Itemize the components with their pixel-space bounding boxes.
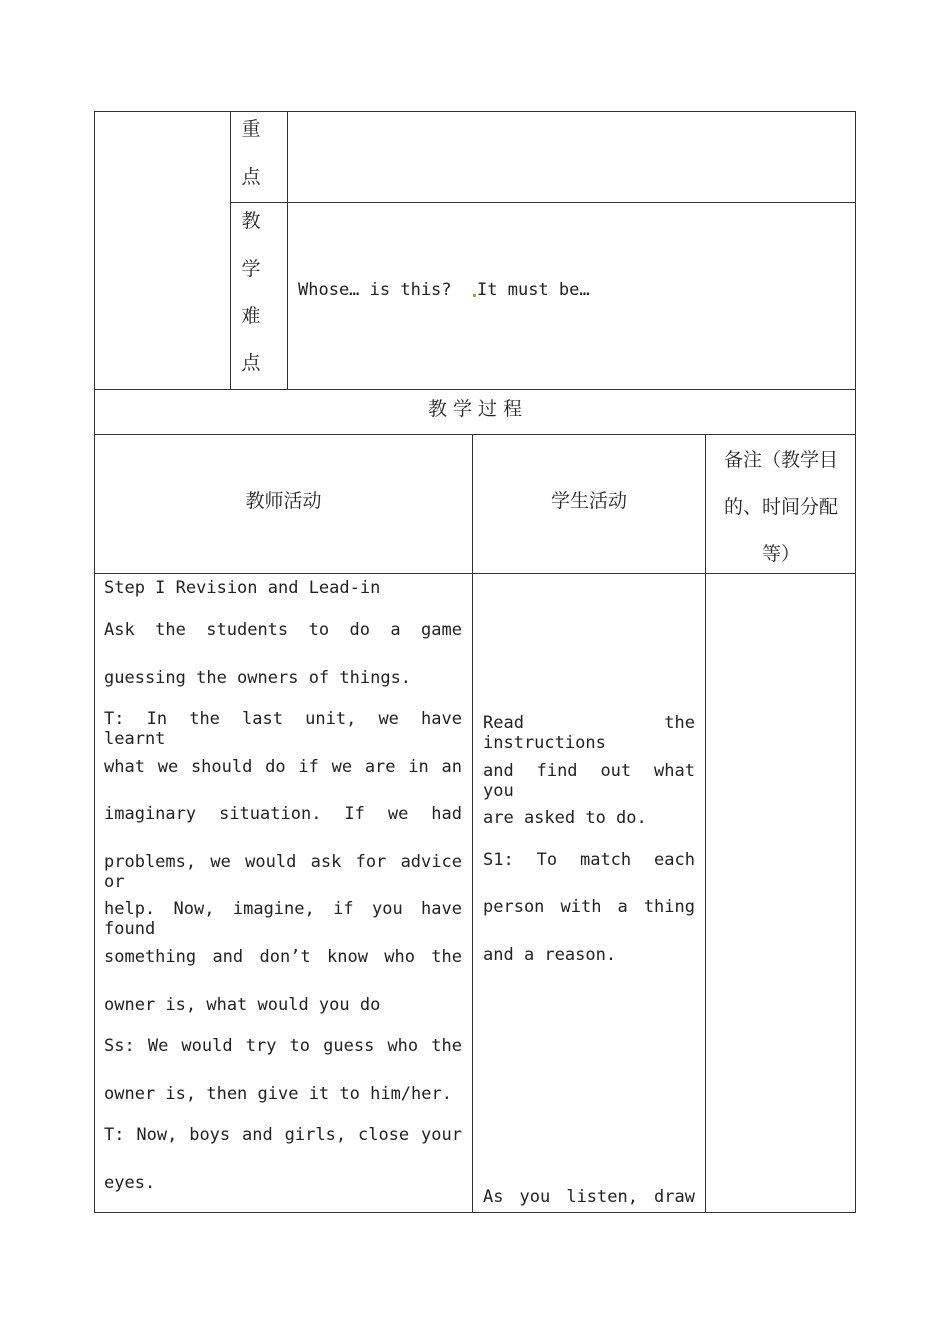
teacher-line: Ss: We would try to guess who the — [104, 1036, 462, 1056]
teacher-activity-header: 教师活动 — [245, 490, 322, 512]
difficulties-label-char: 教 — [241, 210, 261, 232]
notes-header-line: 备注（教学目 — [723, 449, 838, 471]
teacher-line: eyes. — [104, 1173, 156, 1193]
teacher-line: Ask the students to do a game — [104, 620, 462, 640]
table-border-right — [855, 111, 856, 1213]
student-line: As you listen, draw — [483, 1187, 695, 1207]
teacher-line: owner is, then give it to him/her. — [104, 1084, 452, 1104]
teacher-student-divider — [472, 434, 473, 1213]
student-activity-header: 学生活动 — [550, 490, 627, 512]
student-line: Read the instructions — [483, 713, 695, 753]
difficulties-content-part1: Whose… is this? — [298, 280, 452, 300]
student-line: are asked to do. — [483, 808, 647, 828]
table-border-top — [94, 111, 856, 112]
teacher-line: something and don’t know who the — [104, 947, 462, 967]
teacher-line: Step I Revision and Lead-in — [104, 578, 381, 598]
process-header-bottom — [94, 434, 856, 435]
difficulties-label-char: 学 — [241, 258, 261, 280]
marker-dot — [473, 294, 476, 297]
difficulties-content — [298, 280, 590, 300]
difficulties-label-char: 难 — [241, 305, 261, 327]
label-column-left-divider — [230, 111, 231, 390]
teacher-line: what we should do if we are in an — [104, 757, 462, 777]
difficulties-label-char: 点 — [241, 352, 261, 374]
teacher-line: owner is, what would you do — [104, 995, 381, 1015]
label-column-right-divider — [287, 111, 288, 390]
key-points-divider — [230, 202, 856, 203]
table-border-bottom — [94, 1212, 856, 1213]
student-line: S1: To match each — [483, 850, 695, 870]
table-border-left — [94, 111, 95, 1213]
notes-header-line: 的、时间分配 — [723, 496, 838, 518]
teacher-line: help. Now, imagine, if you have found — [104, 899, 462, 939]
teacher-line: imaginary situation. If we had — [104, 804, 462, 824]
notes-header — [706, 437, 856, 578]
process-header-top — [94, 389, 856, 390]
student-line: and a reason. — [483, 945, 617, 965]
student-line: person with a thing — [483, 897, 695, 917]
teacher-line: T: In the last unit, we have learnt — [104, 709, 462, 749]
key-points-label-char: 重 — [241, 118, 261, 140]
process-header: 教 学 过 程 — [427, 398, 523, 420]
teacher-line: problems, we would ask for advice or — [104, 852, 462, 892]
notes-header-line: 等） — [761, 543, 800, 565]
teacher-line: T: Now, boys and girls, close your — [104, 1125, 462, 1145]
student-line: and find out what you — [483, 761, 695, 801]
teacher-line: guessing the owners of things. — [104, 668, 412, 688]
key-points-label-char: 点 — [241, 166, 261, 188]
difficulties-content-part2: It must be… — [477, 280, 590, 300]
